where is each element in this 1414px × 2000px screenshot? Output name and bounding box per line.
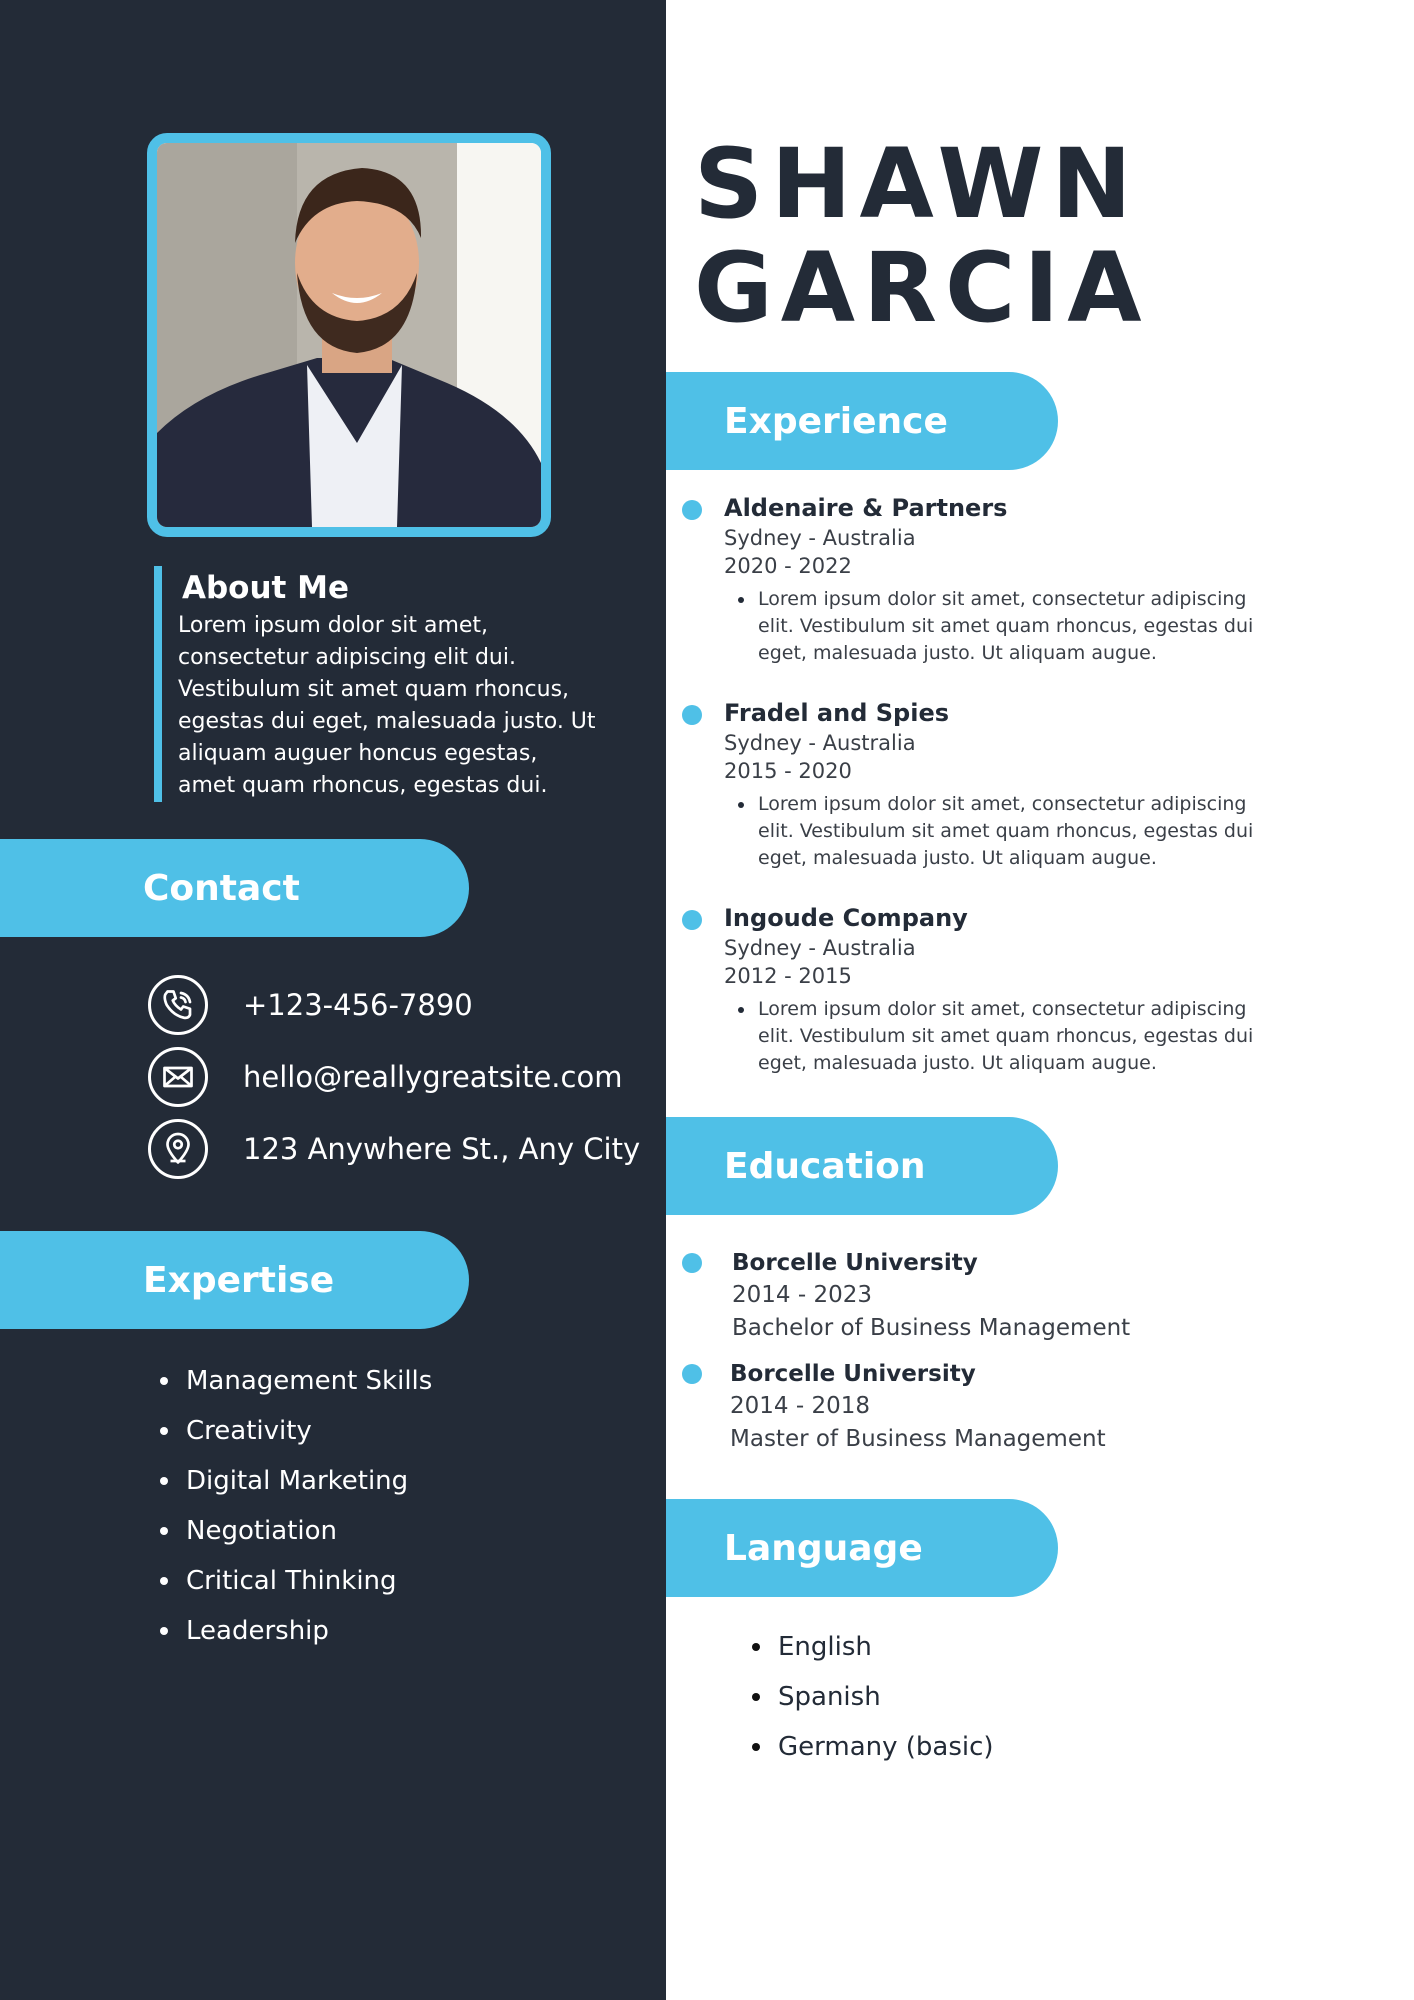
timeline-dot (682, 1253, 702, 1273)
experience-years: 2015 - 2020 (724, 759, 852, 783)
contact-title: Contact (143, 867, 300, 909)
about-title: About Me (182, 570, 350, 606)
contact-phone-row (148, 975, 473, 1035)
profile-photo-illustration (157, 143, 541, 527)
envelope-icon (148, 1047, 208, 1107)
timeline-dot (682, 1364, 702, 1384)
timeline-dot (682, 500, 702, 520)
language-list (752, 1622, 994, 1772)
expertise-header (0, 1231, 469, 1329)
language-title: Language (724, 1527, 923, 1569)
experience-description: Lorem ipsum dolor sit amet, consectetur adipiscing elit. Vestibulum sit amet quam rhoncus, egestas dui eget, malesuada justo. Ut aliquam augue. (758, 791, 1278, 872)
contact-header (0, 839, 469, 937)
list-item: Critical Thinking (160, 1556, 432, 1606)
experience-description: Lorem ipsum dolor sit amet, consectetur adipiscing elit. Vestibulum sit amet quam rhoncus, egestas dui eget, malesuada justo. Ut aliquam augue. (758, 586, 1278, 667)
contact-address-row (148, 1119, 640, 1179)
timeline-dot (682, 910, 702, 930)
experience-company: Fradel and Spies (724, 699, 949, 727)
experience-company: Aldenaire & Partners (724, 494, 1008, 522)
experience-location: Sydney - Australia (724, 526, 916, 550)
education-item (682, 1358, 1282, 1456)
contact-email-row (148, 1047, 622, 1107)
first-name: SHAWN (694, 128, 1140, 240)
experience-header (666, 372, 1058, 470)
language-header (666, 1499, 1058, 1597)
contact-phone: +123-456-7890 (243, 988, 473, 1022)
education-degree: Master of Business Management (730, 1426, 1106, 1452)
education-header (666, 1117, 1058, 1215)
experience-title: Experience (724, 400, 948, 442)
education-school: Borcelle University (732, 1250, 978, 1276)
list-item: Management Skills (160, 1356, 432, 1406)
phone-icon (148, 975, 208, 1035)
list-item: Leadership (160, 1606, 432, 1656)
list-item: Negotiation (160, 1506, 432, 1556)
education-years: 2014 - 2023 (732, 1282, 872, 1308)
education-years: 2014 - 2018 (730, 1393, 870, 1419)
education-item (682, 1247, 1282, 1345)
list-item: Germany (basic) (752, 1722, 994, 1772)
experience-years: 2012 - 2015 (724, 964, 852, 988)
education-degree: Bachelor of Business Management (732, 1315, 1131, 1341)
expertise-list (160, 1356, 432, 1656)
experience-company: Ingoude Company (724, 904, 968, 932)
education-school: Borcelle University (730, 1361, 976, 1387)
experience-location: Sydney - Australia (724, 936, 916, 960)
experience-item (682, 697, 1282, 872)
contact-address: 123 Anywhere St., Any City (243, 1132, 641, 1166)
list-item: Digital Marketing (160, 1456, 432, 1506)
experience-item (682, 902, 1282, 1077)
experience-location: Sydney - Australia (724, 731, 916, 755)
timeline-dot (682, 705, 702, 725)
about-section (154, 566, 594, 802)
list-item: Spanish (752, 1672, 994, 1722)
last-name: GARCIA (694, 232, 1150, 344)
location-pin-icon (148, 1119, 208, 1179)
person-name (694, 128, 1150, 344)
contact-email: hello@reallygreatsite.com (243, 1060, 623, 1094)
expertise-title: Expertise (143, 1259, 335, 1301)
education-title: Education (724, 1145, 926, 1187)
list-item: English (752, 1622, 994, 1672)
list-item: Creativity (160, 1406, 432, 1456)
experience-item (682, 492, 1282, 667)
experience-description: Lorem ipsum dolor sit amet, consectetur adipiscing elit. Vestibulum sit amet quam rhoncus, egestas dui eget, malesuada justo. Ut aliquam augue. (758, 996, 1278, 1077)
about-text: Lorem ipsum dolor sit amet, consectetur adipiscing elit dui. Vestibulum sit amet quam rhoncus, egestas dui eget, malesuada justo. Ut aliquam auguer honcus egestas, amet quam rhoncus, egestas dui. (178, 613, 596, 798)
profile-photo (147, 133, 551, 537)
experience-years: 2020 - 2022 (724, 554, 852, 578)
